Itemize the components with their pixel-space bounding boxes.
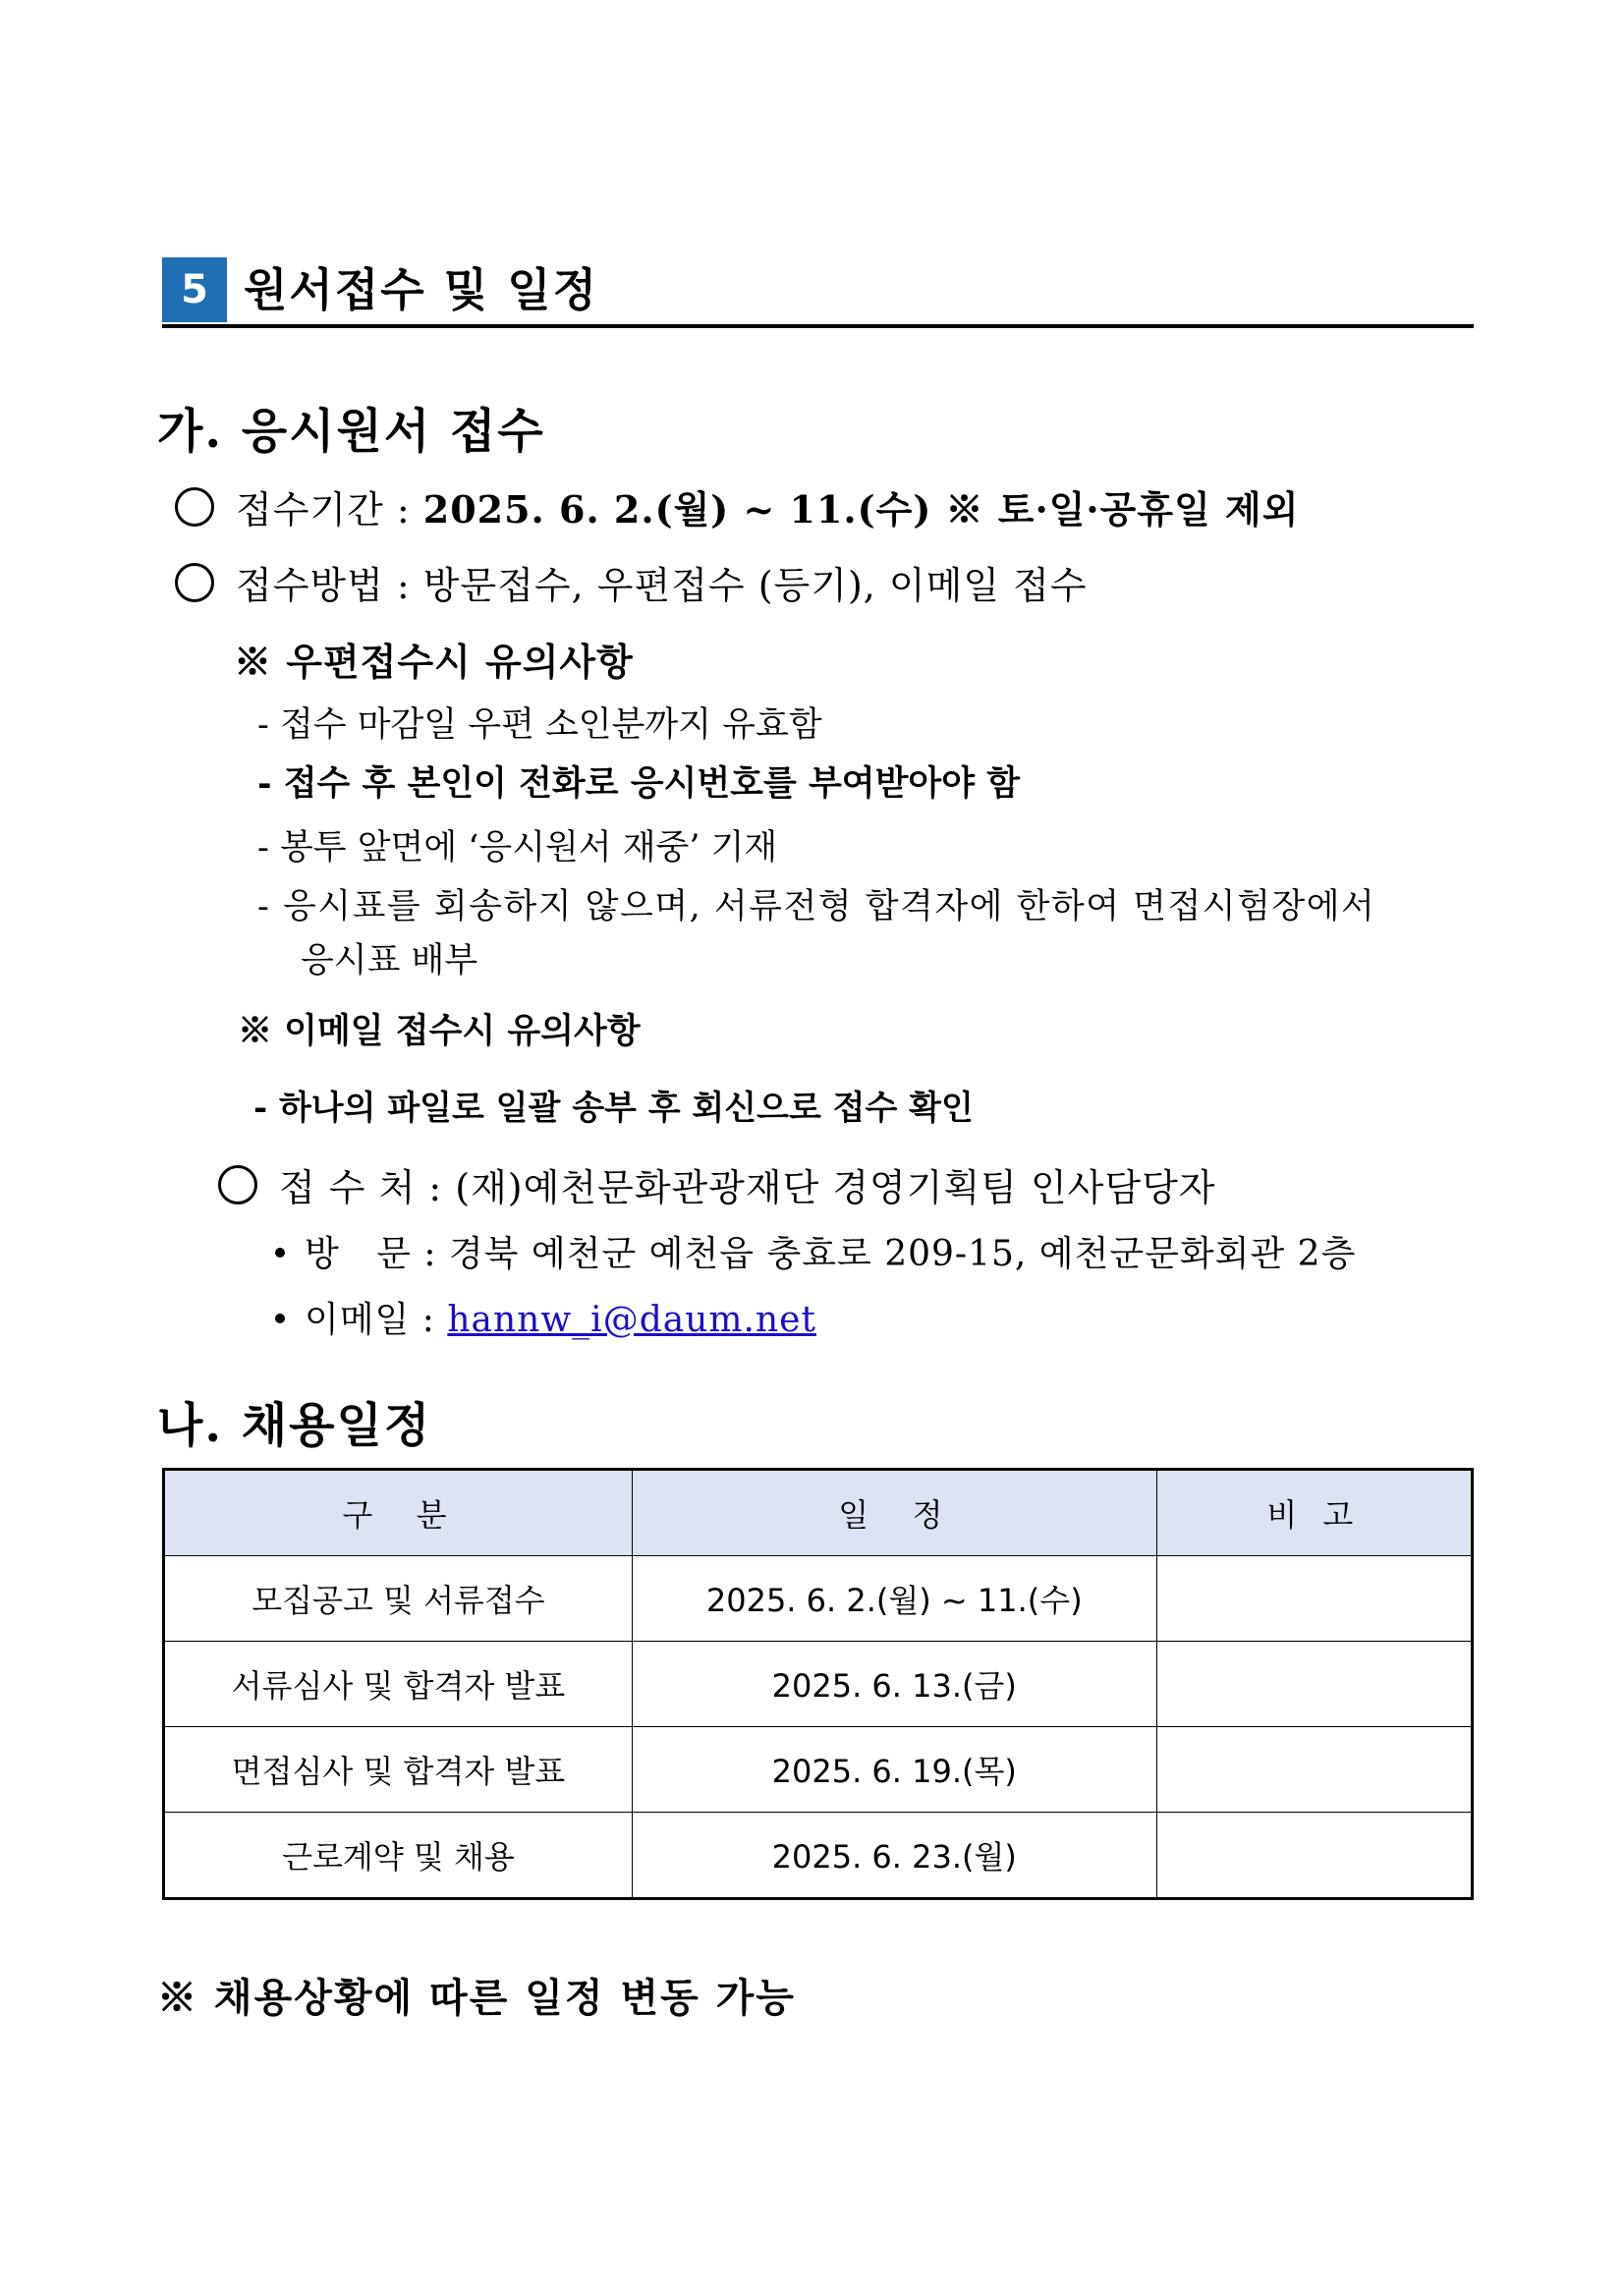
visit-label: 방 문 : (305, 1234, 449, 1274)
header-note: 비 고 (1156, 1470, 1472, 1556)
section-title: 원서접수 및 일정 (244, 263, 599, 316)
row-note (1156, 1642, 1472, 1727)
dot-bullet-icon (275, 1314, 285, 1323)
postal-note-3: - 봉투 앞면에 ‘응시원서 재중’ 기재 (257, 828, 778, 868)
method-value: 방문접수, 우편접수 (등기), 이메일 접수 (422, 564, 1088, 607)
row-note (1156, 1727, 1472, 1813)
row-date: 2025. 6. 19.(목) (632, 1727, 1156, 1813)
section-divider (162, 324, 1474, 328)
postal-note-2: - 접수 후 본인이 전화로 응시번호를 부여받아야 함 (257, 763, 1021, 804)
postal-note-1: - 접수 마감일 우편 소인분까지 유효함 (257, 705, 822, 745)
method-line (175, 555, 1088, 609)
part-b-heading: 나. 채용일정 (157, 1398, 432, 1453)
visit-line (275, 1226, 1356, 1276)
header-category: 구 분 (164, 1470, 633, 1556)
postal-note-title: ※ 우편접수시 유의사항 (234, 640, 634, 684)
row-item: 서류심사 및 합격자 발표 (164, 1642, 633, 1727)
email-label: 이메일 : (305, 1300, 448, 1340)
table-header-row (164, 1470, 1473, 1556)
visit-value: 경북 예천군 예천읍 충효로 209-15, 예천군문화회관 2층 (448, 1234, 1357, 1274)
period-line (175, 479, 1299, 533)
row-date: 2025. 6. 23.(월) (632, 1813, 1156, 1899)
postal-note-4: - 응시표를 회송하지 않으며, 서류전형 합격자에 한하여 면접시험장에서 (257, 887, 1376, 926)
row-item: 면접심사 및 합격자 발표 (164, 1727, 633, 1813)
header-schedule: 일 정 (632, 1470, 1156, 1556)
circle-bullet-icon (175, 487, 214, 527)
row-date: 2025. 6. 2.(월) ~ 11.(수) (632, 1556, 1156, 1642)
table-row (164, 1556, 1473, 1642)
period-value: 2025. 6. 2.(월) ~ 11.(수) ※ 토·일·공휴일 제외 (422, 487, 1300, 532)
row-item: 근로계약 및 채용 (164, 1813, 633, 1899)
circle-bullet-icon (218, 1165, 257, 1204)
table-row (164, 1642, 1473, 1727)
section-number-badge: 5 (162, 257, 227, 322)
email-note-title: ※ 이메일 접수시 유의사항 (238, 1011, 641, 1051)
table-row (164, 1813, 1473, 1899)
schedule-footnote: ※ 채용상황에 따른 일정 변동 가능 (157, 1975, 796, 2021)
dot-bullet-icon (275, 1248, 285, 1258)
office-value: (재)예천문화관광재단 경영기획팀 인사담당자 (455, 1166, 1216, 1209)
method-label: 접수방법 : (236, 564, 423, 607)
schedule-table (162, 1468, 1474, 1900)
circle-bullet-icon (175, 563, 214, 602)
office-label: 접 수 처 : (279, 1166, 456, 1209)
row-note (1156, 1556, 1472, 1642)
row-item: 모집공고 및 서류접수 (164, 1556, 633, 1642)
email-note: - 하나의 파일로 일괄 송부 후 회신으로 접수 확인 (253, 1089, 974, 1128)
table-row (164, 1727, 1473, 1813)
part-a-heading: 가. 응시원서 접수 (157, 404, 545, 459)
postal-note-4-cont: 응시표 배부 (301, 941, 478, 980)
row-date: 2025. 6. 13.(금) (632, 1642, 1156, 1727)
email-link[interactable]: hannw_i@daum.net (447, 1300, 816, 1340)
period-label: 접수기간 : (236, 488, 423, 532)
email-line (275, 1292, 816, 1342)
office-line (218, 1157, 1216, 1211)
row-note (1156, 1813, 1472, 1899)
